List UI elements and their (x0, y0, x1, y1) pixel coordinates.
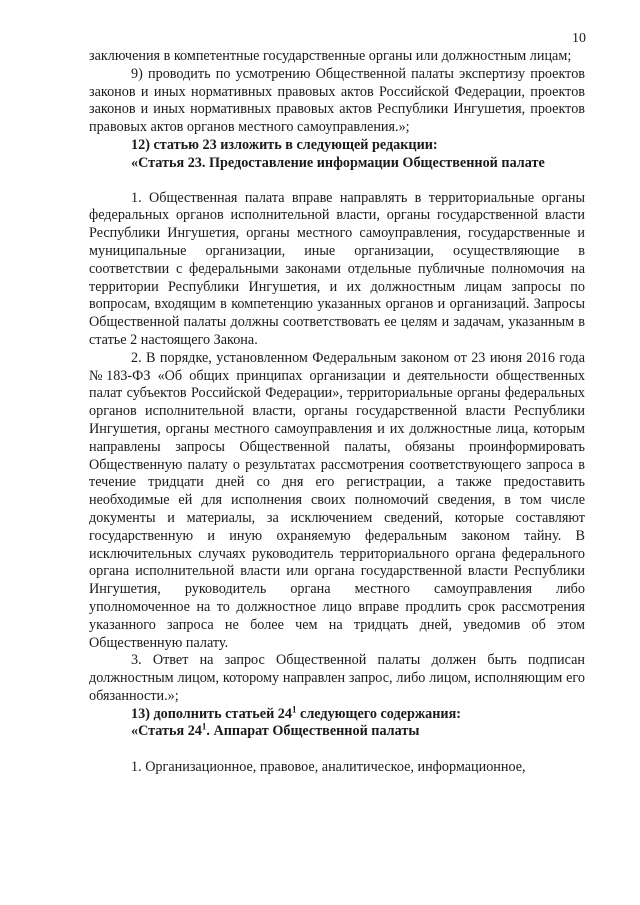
superscript: 1 (291, 703, 297, 714)
amendment-item: 12) статью 23 изложить в следующей редакции: (131, 136, 438, 153)
superscript: 1 (201, 721, 207, 732)
article-heading-text: «Статья 24 (131, 723, 202, 740)
paragraph: 9) проводить по усмотрению Общественной палаты экспертизу проектов законов и иных нормативных правовых актов Российской Федерации, проектов законов и иных нормативных правовых актов Республики Ингушетия, проектов правовых актов органов местного самоуправления.»; (89, 65, 585, 136)
article-heading (89, 723, 585, 741)
paragraph: 3. Ответ на запрос Общественной палаты должен быть подписан должностным лицом, которому направлен запрос, либо лицом, исполняющим его обязанности.»; (89, 652, 585, 704)
paragraph: 1. Организационное, правовое, аналитическое, информационное, (131, 759, 526, 776)
page-number: 10 (572, 31, 586, 46)
paragraph: 2. В порядке, установленном Федеральным законом от 23 июня 2016 года №183-ФЗ «Об общих принципах организации и деятельности общественных палат субъектов Российской Федерации», территориальные органы федеральных органов исполнительной власти, органы государственной власти Республики Ингушетия, органы местного самоуправления и их должностные лица, которым направлены запросы Общественной палаты, обязаны проинформировать Общественную палату о результатах рассмотрения соответствующего запроса в течение тридцати дней со дня его регистрации, а также предоставить необходимые ей для исполнения своих полномочий сведения, в том числе документы и материалы, за исключением сведений, которые составляют государственную и иную охраняемую федеральным законом тайну. В исключительных случаях руководитель территориального органа федерального органа исполнительной власти или органа государственной власти Республики Ингушетия, руководитель органа местного самоуправления либо уполномоченное на то должностное лицо вправе продлить срок рассмотрения указанного запроса не более чем на тридцать дней, уведомив об этом Общественную палату. (89, 349, 585, 651)
amendment-item (89, 703, 585, 724)
article-heading: «Статья 23. Предоставление информации Общественной палате (131, 154, 545, 171)
paragraph: заключения в компетентные государственные органы или должностным лицам; (89, 48, 572, 64)
document-body (89, 48, 585, 777)
article-heading-text: . Аппарат Общественной палаты (206, 723, 420, 740)
paragraph: 1. Общественная палата вправе направлять в территориальные органы федеральных органов исполнительной власти, органы государственной власти Республики Ингушетия, органы местного самоуправления, государственные и муниципальные организации, иные организации, осуществляющие в соответствии с федеральными законами отдельные публичные полномочия на территории Республики Ингушетия, и их должностным лицам запросы по вопросам, входящим в компетенцию указанных органов и организаций. Запросы Общественной палаты должны соответствовать ее целям и задачам, указанным в статье 2 настоящего Закона. (89, 189, 585, 348)
amendment-item-text: следующего содержания: (296, 705, 461, 722)
amendment-item-text: 13) дополнить статьей 24 (131, 705, 292, 722)
